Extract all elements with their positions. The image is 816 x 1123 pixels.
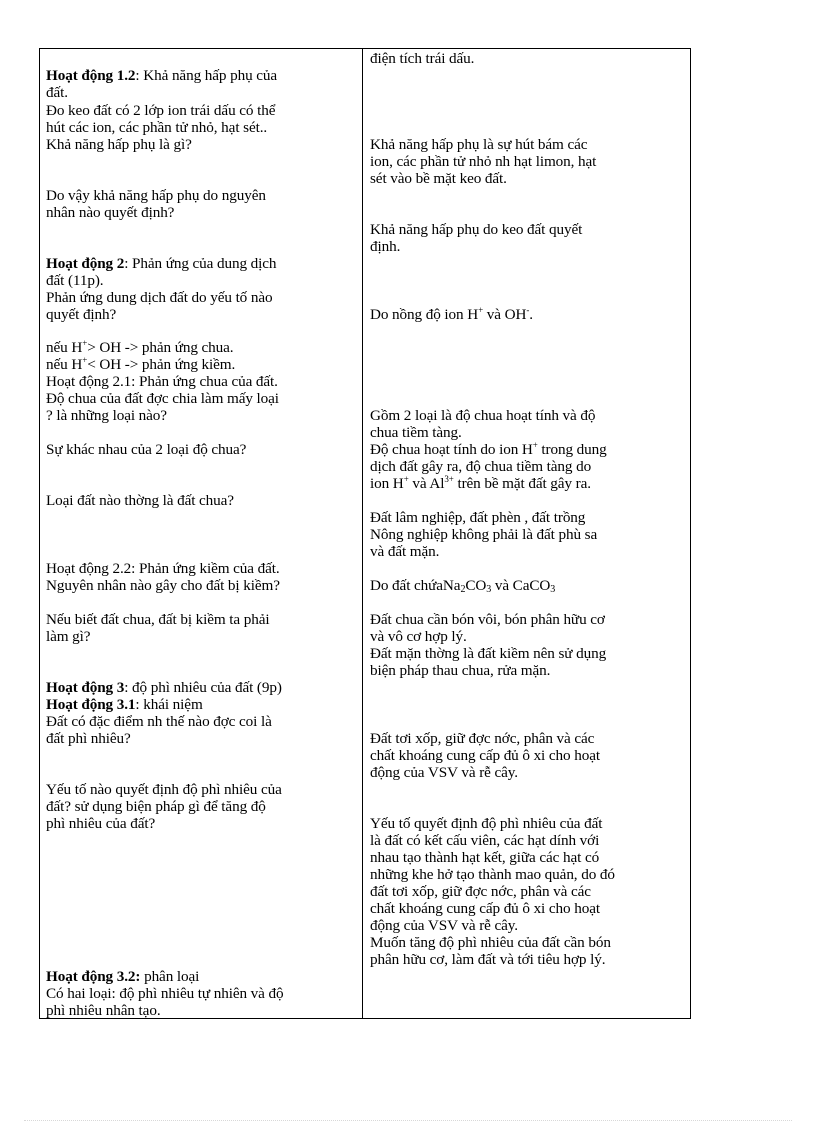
left-text: Độ chua của đất đợc chia làm mấy loại [46,390,279,407]
left-text: ? là những loại nào? [46,407,167,424]
right-text: chua tiềm tàng. [370,424,462,441]
column-divider [362,48,363,1019]
left-text: Đo keo đất có 2 lớp ion trái dấu có thể [46,102,276,119]
right-text: Do nồng độ ion H+ và OH-. [370,305,533,323]
right-text: Đất mặn thờng là đất kiềm nên sử dụng [370,645,607,662]
left-text: nếu H+< OH -> phản ứng kiềm. [46,355,236,373]
left-text: nếu H+> OH -> phản ứng chua. [46,338,234,356]
heading-activity-3: Hoạt động 3: độ phì nhiêu của đất (9p) [46,679,282,696]
right-text: ion, các phần tử nhỏ nh hạt limon, hạt [370,153,597,170]
right-text: chất khoáng cung cấp đủ ô xi cho hoạt [370,900,600,917]
left-text: Có hai loại: độ phì nhiêu tự nhiên và độ [46,985,284,1002]
heading-activity-1-2: Hoạt động 1.2: Khả năng hấp phụ của [46,67,278,84]
heading-activity-2: Hoạt động 2: Phản ứng của dung dịch [46,255,277,272]
right-text: biện pháp thau chua, rửa mặn. [370,662,551,679]
right-text: và đất mặn. [370,543,440,560]
right-text: định. [370,238,401,255]
left-text: đất (11p). [46,272,104,289]
left-text: Khả năng hấp phụ là gì? [46,136,192,153]
right-text: chất khoáng cung cấp đủ ô xi cho hoạt [370,747,600,764]
left-text: Sự khác nhau của 2 loại độ chua? [46,441,247,458]
left-text: Đất có đặc điểm nh thế nào đợc coi là [46,713,272,730]
right-text: phân hữu cơ, làm đất và tới tiêu hợp lý. [370,951,606,968]
right-text: những khe hở tạo thành mao quản, do đó [370,866,615,883]
right-text: động của VSV và rễ cây. [370,764,518,781]
left-text: Hoạt động 2.2: Phản ứng kiềm của đất. [46,560,280,577]
left-text: Nếu biết đất chua, đất bị kiềm ta phải [46,611,270,628]
left-text: nhân nào quyết định? [46,204,175,221]
page-bottom-dotted-line [24,1120,792,1121]
right-text: Nông nghiệp không phải là đất phù sa [370,526,598,543]
right-text: đất tơi xốp, giữ đợc nớc, phân và các [370,883,591,900]
right-text: là đất có kết cấu viên, các hạt dính với [370,832,600,849]
left-text: đất phì nhiêu? [46,730,131,747]
left-text: phì nhiêu của đất? [46,815,156,832]
right-text: Độ chua hoạt tính do ion H+ trong dung [370,440,607,458]
left-text: đất? sử dụng biện pháp gì để tăng độ [46,798,266,815]
left-text: Nguyên nhân nào gây cho đất bị kiềm? [46,577,280,594]
right-text: sét vào bề mặt keo đất. [370,170,507,187]
left-text: làm gì? [46,628,91,645]
left-text: Loại đất nào thờng là đất chua? [46,492,234,509]
right-text: Đất chua cần bón vôi, bón phân hữu cơ [370,611,605,628]
right-text: Khả năng hấp phụ là sự hút bám các [370,136,588,153]
left-text: quyết định? [46,306,117,323]
left-text: đất. [46,84,68,101]
right-text: động của VSV và rễ cây. [370,917,518,934]
right-text: nhau tạo thành hạt kết, giữa các hạt có [370,849,600,866]
right-text: Muốn tăng độ phì nhiêu của đất cần bón [370,934,611,951]
left-text: Do vậy khả năng hấp phụ do nguyên [46,187,266,204]
left-text: Hoạt động 2.1: Phản ứng chua của đất. [46,373,278,390]
right-text: điện tích trái dấu. [370,50,475,67]
left-text: hút các ion, các phần tử nhỏ, hạt sét.. [46,119,268,136]
right-text: Đất lâm nghiệp, đất phèn , đất trồng [370,509,586,526]
right-text: Khả năng hấp phụ do keo đất quyết [370,221,583,238]
right-text: Yếu tố quyết định độ phì nhiêu của đất [370,815,603,832]
heading-activity-3-2: Hoạt động 3.2: phân loại [46,968,200,985]
left-text: Phản ứng dung dịch đất do yếu tố nào [46,289,273,306]
right-text: Gồm 2 loại là độ chua hoạt tính và độ [370,407,596,424]
left-text: Yếu tố nào quyết định độ phì nhiêu của [46,781,282,798]
right-text: và vô cơ hợp lý. [370,628,467,645]
right-text: Do đất $chứaNa_2CO_3$ và CaCO$_3$ [370,577,556,595]
heading-activity-3-1: Hoạt động 3.1: khái niệm [46,696,203,713]
right-text: dịch đất gây ra, độ chua tiềm tàng do [370,458,592,475]
right-text: Đất tơi xốp, giữ đợc nớc, phân và các [370,730,595,747]
right-text: ion H+ và $Al^{3+}$ trên bề mặt đất gây ra. [370,474,591,492]
left-text: phì nhiêu nhân tạo. [46,1002,161,1019]
